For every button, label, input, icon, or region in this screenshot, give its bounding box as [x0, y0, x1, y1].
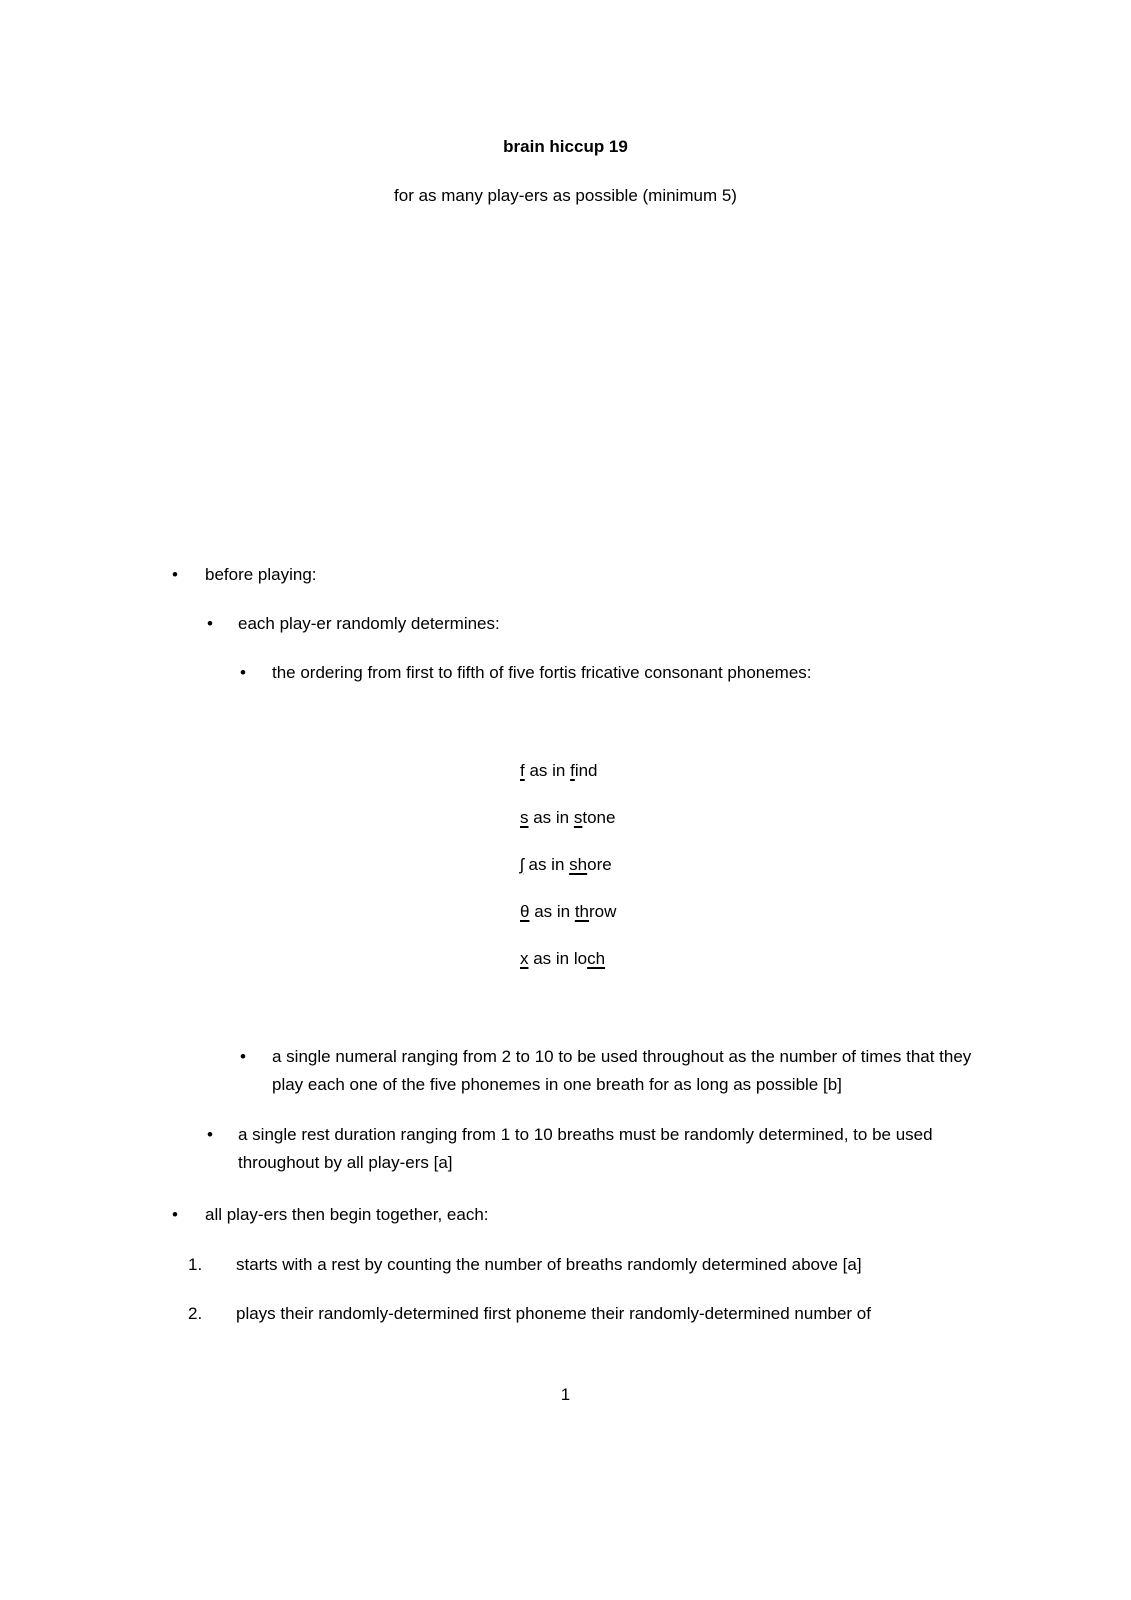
bullet-item-ordering [137, 659, 994, 687]
phoneme-separator: as in [528, 808, 574, 827]
phoneme-word-underlined: f [570, 761, 575, 780]
numbered-text-2: plays their randomly-determined first phoneme their randomly-determined number of [236, 1304, 871, 1323]
document-subtitle: for as many play-ers as possible (minimum 5) [394, 186, 737, 205]
bullet-text-ordering: the ordering from first to fifth of five fortis fricative consonant phonemes: [272, 663, 812, 682]
phoneme-word-pre: lo [573, 949, 588, 968]
phoneme-word-post: ind [574, 761, 598, 780]
phoneme-separator: as in [529, 902, 575, 921]
bullet-text-each-player: each play-er randomly determines: [238, 614, 500, 633]
bullet-marker: • [240, 663, 246, 682]
bullet-marker: • [172, 1205, 178, 1224]
number-marker: 1. [188, 1255, 203, 1274]
page-number: 1 [560, 1385, 571, 1404]
phoneme-symbol: s [520, 808, 529, 827]
bullet-marker: • [172, 565, 178, 584]
phoneme-line-s [520, 804, 994, 832]
bullet-text-numeral: a single numeral ranging from 2 to 10 to be used throughout as the number of times that they play each one of the five phonemes in one breath for as long as possible [b] [272, 1047, 972, 1094]
phoneme-word-underlined: s [573, 808, 583, 827]
bullet-marker: • [207, 1125, 213, 1144]
document-title: brain hiccup 19 [503, 137, 628, 156]
bullet-text-rest-duration: a single rest duration ranging from 1 to 10 breaths must be randomly determined, to be used throughout by all play-ers [a] [238, 1125, 933, 1172]
phoneme-word-underlined: ch [587, 949, 606, 968]
phoneme-word-post: ore [587, 855, 612, 874]
phoneme-word-post: tone [582, 808, 616, 827]
bullet-item-begin-together [137, 1201, 994, 1229]
phoneme-symbol: θ [520, 902, 530, 921]
phoneme-line-theta [520, 898, 994, 926]
phoneme-line-f [520, 757, 994, 785]
blank-space [137, 210, 994, 561]
number-marker: 2. [188, 1304, 203, 1323]
phoneme-word-underlined: th [574, 902, 590, 921]
bullet-marker: • [207, 614, 213, 633]
numbered-item-2 [137, 1300, 994, 1328]
phoneme-separator: as in [524, 761, 571, 780]
numbered-item-1 [137, 1251, 994, 1279]
phoneme-symbol: f [520, 761, 525, 780]
phoneme-line-x [520, 945, 994, 973]
phoneme-word-underlined: sh [569, 855, 588, 874]
bullet-item-before-playing [137, 561, 994, 589]
phoneme-word-post: row [589, 902, 617, 921]
bullet-marker: • [240, 1047, 246, 1066]
bullet-text-before-playing: before playing: [205, 565, 317, 584]
phoneme-line-esh [520, 851, 994, 879]
phoneme-separator: as in [528, 949, 574, 968]
bullet-text-begin-together: all play-ers then begin together, each: [205, 1205, 489, 1224]
phoneme-separator: as in [523, 855, 570, 874]
phoneme-list [137, 757, 994, 973]
document-content [0, 133, 1131, 1409]
phoneme-symbol: x [520, 949, 529, 968]
bullet-item-rest-duration [137, 1121, 994, 1177]
bullet-item-numeral [137, 1043, 994, 1099]
bullet-item-each-player [137, 610, 994, 638]
phoneme-symbol: ʃ [520, 855, 524, 874]
numbered-text-1: starts with a rest by counting the number of breaths randomly determined above [a] [236, 1255, 862, 1274]
